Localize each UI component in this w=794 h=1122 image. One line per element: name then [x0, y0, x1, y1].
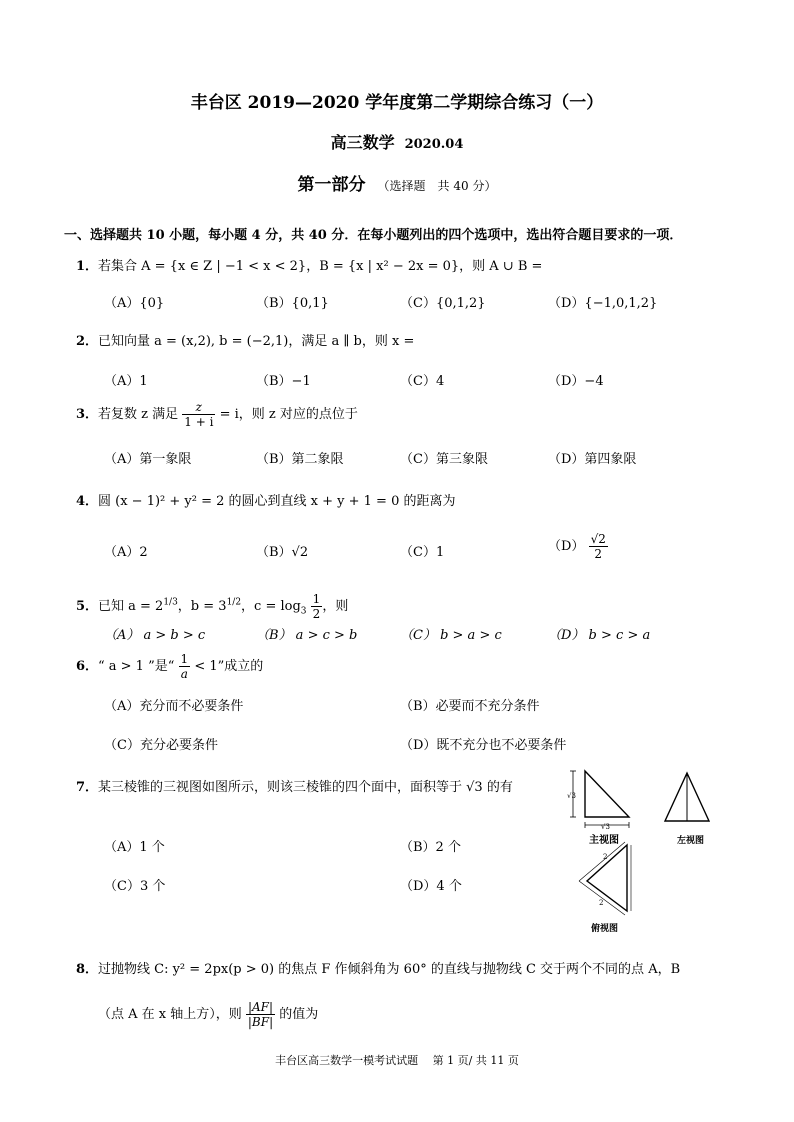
q3-option-c: （C）第三象限 — [400, 452, 488, 467]
q5-option-c: （C） b > a > c — [400, 628, 502, 643]
question-stem-pre: “ a > 1 ”是“ — [98, 659, 175, 674]
fraction-numerator: |AF| — [246, 1000, 275, 1015]
top-view-label: 俯视图 — [591, 924, 619, 934]
question-7 — [76, 776, 513, 795]
q4-option-a: （A）2 — [104, 545, 148, 560]
question-number: 8． — [76, 962, 99, 977]
q1-option-d: （D）{−1,0,1,2} — [548, 296, 658, 311]
q7-option-a: （A）1 个 — [104, 840, 165, 855]
front-view-label: 主视图 — [589, 835, 619, 846]
question-number: 5． — [76, 599, 99, 614]
q7-option-c: （C）3 个 — [104, 879, 166, 894]
q3-option-d: （D）第四象限 — [548, 452, 637, 467]
question-stem-post: = i，则 z 对应的点位于 — [219, 407, 358, 422]
front-view — [567, 771, 629, 846]
question-stem-line2-post: 的值为 — [279, 1007, 319, 1022]
question-1 — [76, 255, 542, 274]
front-width-label: √3 — [601, 823, 610, 831]
q6-option-c: （C）充分必要条件 — [104, 738, 218, 753]
part-title: 第一部分 — [297, 175, 366, 195]
page-title: 丰台区 2019—2020 学年度第二学期综合练习（一） — [190, 93, 604, 113]
question-stem: 圆 (x − 1)² + y² = 2 的圆心到直线 x + y + 1 = 0 的距离为 — [98, 494, 456, 509]
question-4 — [76, 490, 455, 509]
q2-option-b: （B）−1 — [256, 374, 311, 389]
question-3 — [76, 400, 358, 429]
q6-option-a: （A）充分而不必要条件 — [104, 699, 244, 714]
fraction — [182, 400, 215, 429]
q1-option-b: （B）{0,1} — [256, 296, 329, 311]
question-stem-line2-pre: （点 A 在 x 轴上方），则 — [98, 1007, 242, 1022]
exam-date: 2020.04 — [404, 137, 464, 152]
question-5 — [76, 592, 348, 621]
fraction — [179, 652, 191, 681]
fraction-numerator: 1 — [312, 592, 321, 606]
question-stem-pre: 若复数 z 满足 — [98, 407, 179, 422]
exponent-b: 1/2 — [226, 597, 242, 608]
page-footer: 丰台区高三数学一模考试试题 第 1 页/ 共 11 页 — [275, 1054, 519, 1067]
question-stem-line1: 过抛物线 C: y² = 2px(p > 0) 的焦点 F 作倾斜角为 60° 的直线与抛物线 C 交于两个不同的点 A，B — [98, 962, 681, 977]
q3-option-a: （A）第一象限 — [104, 452, 192, 467]
question-2 — [76, 330, 414, 349]
question-number: 3． — [76, 407, 99, 422]
q5-option-d: （D） b > c > a — [548, 628, 651, 643]
question-stem: 已知向量 a = (x,2), b = (−2,1)，满足 a ∥ b，则 x = — [98, 334, 415, 349]
exponent-a: 1/3 — [163, 597, 178, 608]
question-number: 7． — [76, 780, 99, 795]
fraction — [589, 532, 608, 561]
q5-option-b: （B） a > c > b — [256, 628, 358, 643]
front-height-label: √3 — [567, 792, 576, 800]
subject-line — [0, 130, 794, 153]
fraction-numerator: √2 — [590, 532, 606, 546]
q4-option-b: （B）√2 — [256, 545, 309, 560]
option-letter: （D） — [548, 539, 585, 554]
fraction-numerator: 1 — [180, 652, 189, 666]
question-number: 4． — [76, 494, 99, 509]
question-6 — [76, 652, 263, 681]
fraction-denominator: 2 — [312, 607, 321, 621]
question-number: 1． — [76, 259, 99, 274]
fraction — [311, 592, 323, 621]
q3-option-b: （B）第二象限 — [256, 452, 344, 467]
side-view-label: 左视图 — [677, 836, 705, 846]
stem-a: 已知 a = 2 — [98, 599, 164, 614]
q4-option-d — [548, 532, 608, 561]
question-number: 2． — [76, 334, 99, 349]
three-view-figure — [565, 765, 725, 935]
question-number: 6． — [76, 659, 99, 674]
fraction-denominator: 2 — [594, 547, 603, 561]
q5-option-a: （A） a > b > c — [104, 628, 206, 643]
fraction — [246, 1000, 275, 1029]
top-edge-label-1: 2 — [603, 853, 608, 861]
question-stem: 某三棱锥的三视图如图所示，则该三棱锥的四个面中，面积等于 √3 的有 — [98, 780, 513, 795]
q4-option-c: （C）1 — [400, 545, 445, 560]
question-8-line2 — [98, 1000, 318, 1029]
q7-option-b: （B）2 个 — [400, 840, 461, 855]
part-note: （选择题 共 40 分） — [377, 179, 497, 193]
top-view — [579, 842, 631, 934]
top-edge-label-2: 2 — [599, 899, 604, 907]
section-instructions: 一、选择题共 10 小题，每小题 4 分，共 40 分．在每小题列出的四个选项中，选出符合题目要求的一项． — [64, 228, 683, 243]
fraction-denominator: 1 + i — [184, 415, 214, 429]
q6-option-b: （B）必要而不充分条件 — [400, 699, 540, 714]
question-8 — [76, 958, 680, 977]
stem-c: ，c = log — [241, 599, 301, 614]
q2-option-c: （C）4 — [400, 374, 445, 389]
q2-option-d: （D）−4 — [548, 374, 604, 389]
stem-end: ，则 — [322, 599, 349, 614]
log-base: 3 — [300, 606, 307, 617]
q2-option-a: （A）1 — [104, 374, 148, 389]
question-stem-post: < 1”成立的 — [194, 659, 264, 674]
fraction-numerator: z — [182, 400, 215, 415]
fraction-denominator: a — [180, 667, 188, 681]
fraction-denominator: |BF| — [247, 1015, 274, 1029]
question-stem: 若集合 A = {x ∈ Z | −1 < x < 2}，B = {x | x² − 2x = 0}，则 A ∪ B = — [98, 259, 543, 274]
part-heading — [0, 170, 794, 195]
side-view — [665, 773, 709, 846]
q1-option-a: （A）{0} — [104, 296, 165, 311]
stem-b: ，b = 3 — [177, 599, 227, 614]
q1-option-c: （C）{0,1,2} — [400, 296, 486, 311]
q7-option-d: （D）4 个 — [400, 879, 462, 894]
q6-option-d: （D）既不充分也不必要条件 — [400, 738, 567, 753]
subject: 高三数学 — [330, 133, 395, 152]
